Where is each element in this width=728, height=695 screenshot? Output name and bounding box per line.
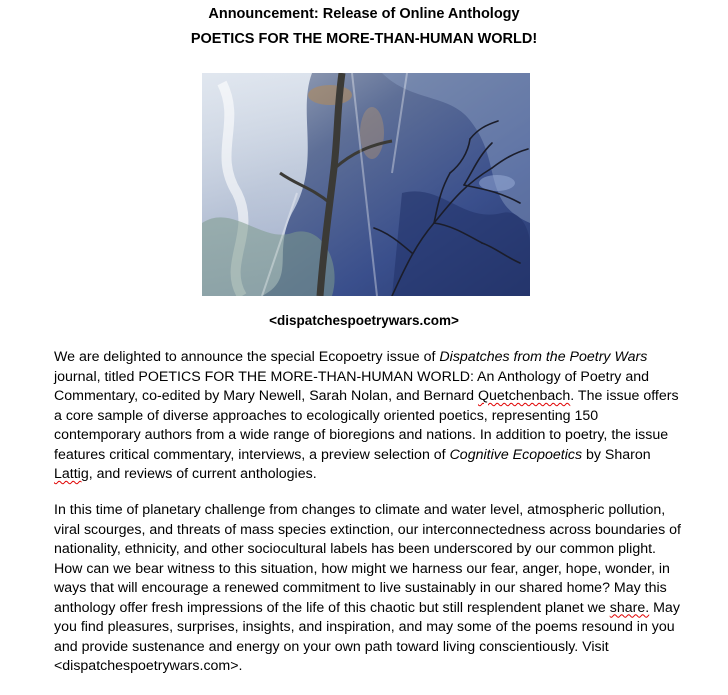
website-link[interactable]: <dispatchespoetrywars.com> bbox=[269, 313, 459, 328]
text-span: In this time of planetary challenge from changes to climate and water level, atmospheric pollution, viral scourges, and threats of mass species extinction, our interconnectedness across boundaries of nationality, ethnicity, and other sociocultural labels has been underscored by our common plight. How can we bear witness to this situation, how might we harness our fear, anger, hope, wonder, in ways that will encourage a renewed commitment to live sustainably in our shared home? May this anthology offer fresh impressions of the life of this chaotic but still resplendent planet we bbox=[54, 502, 681, 616]
intro-paragraph bbox=[54, 348, 686, 485]
anthology-title: POETICS FOR THE MORE-THAN-HUMAN WORLD! bbox=[190, 31, 538, 47]
text-span: by Sharon bbox=[582, 446, 651, 463]
cover-artwork-image bbox=[202, 73, 530, 296]
text-span: We are delighted to announce the special Ecopoetry issue of bbox=[54, 349, 440, 365]
book-title: Cognitive Ecopoetics bbox=[449, 446, 583, 463]
planetary-paragraph bbox=[54, 501, 686, 677]
journal-name: Dispatches from the Poetry Wars bbox=[439, 349, 648, 365]
editor-surname: Quetchenbach bbox=[477, 388, 571, 404]
share-word: share. bbox=[609, 599, 650, 616]
text-span: , and reviews of current anthologies. bbox=[88, 466, 317, 482]
text-span: . The issue offers a core sample of diverse approaches to ecologically oriented poetics, representing 150 contemporary authors from a wide range of bioregions and nations. In addition to poetry, the issue features critical commentary, interviews, a preview selection of bbox=[54, 388, 679, 463]
text-span: May you find pleasures, surprises, insights, and inspiration, and may some of the poems resound in you and provide sustenance and energy on your own path toward living conscientiously. Visit <dispatchespoetrywars.com>. bbox=[54, 599, 680, 674]
text-span: journal, titled POETICS FOR THE MORE-THAN-HUMAN WORLD: An Anthology of Poetry and Commentary, co-edited by Mary Newell, Sarah Nolan, and Bernard bbox=[54, 368, 650, 404]
author-surname: Lattig bbox=[54, 466, 89, 482]
announcement-title: Announcement: Release of Online Anthology bbox=[208, 6, 520, 22]
